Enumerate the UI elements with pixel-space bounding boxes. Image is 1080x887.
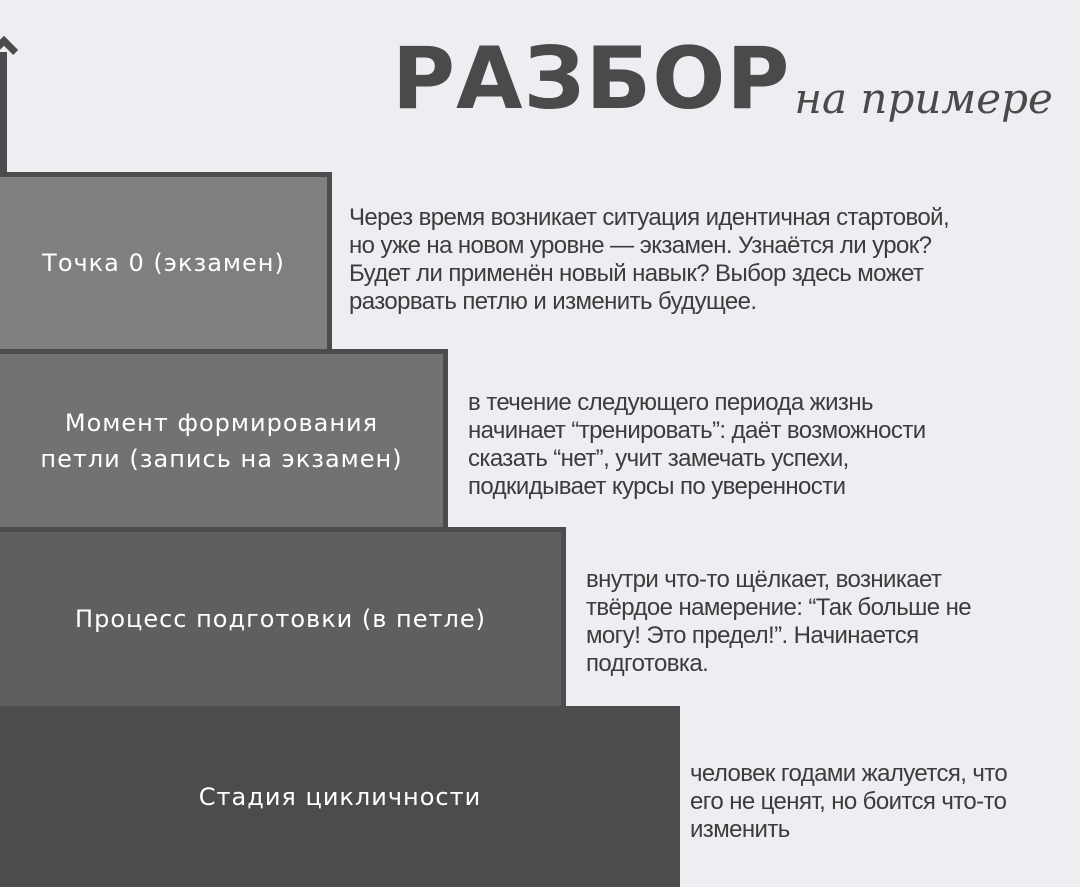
step-4-block <box>0 172 332 354</box>
step-3-description: в течение следующего периода жизнь начинает “тренировать”: даёт возможности сказать “нет”, учит замечать успехи, подкидывает курсы по уверенности <box>468 389 926 500</box>
step-2-description: внутри что-то щёлкает, возникает твёрдое намерение: “Так больше не могу! Это предел!”. Начинается подготовка. <box>586 566 971 677</box>
page-header <box>392 29 1053 129</box>
page-subtitle: на примере <box>794 74 1053 123</box>
step-1-label: Стадия цикличности <box>198 782 482 811</box>
step-2-label: Процесс подготовки (в петле) <box>75 605 486 633</box>
arrow-shaft <box>0 52 7 178</box>
step-4-label: Точка 0 (экзамен) <box>42 249 285 277</box>
step-1-block <box>0 706 680 887</box>
step-3-label: Момент формирования петли (запись на экзамен) <box>40 408 403 473</box>
step-2-block <box>0 527 566 711</box>
page-title: РАЗБОР <box>392 29 791 129</box>
step-3-block <box>0 349 448 532</box>
step-1-description: человек годами жалуется, что его не ценят, но боится что-то изменить <box>690 760 1008 843</box>
step-4-description: Через время возникает ситуация идентичная стартовой, но уже на новом уровне — экзамен. Узнаётся ли урок? Будет ли применён новый навык? Выбор здесь может разорвать петлю и изменить будущее. <box>349 204 950 315</box>
